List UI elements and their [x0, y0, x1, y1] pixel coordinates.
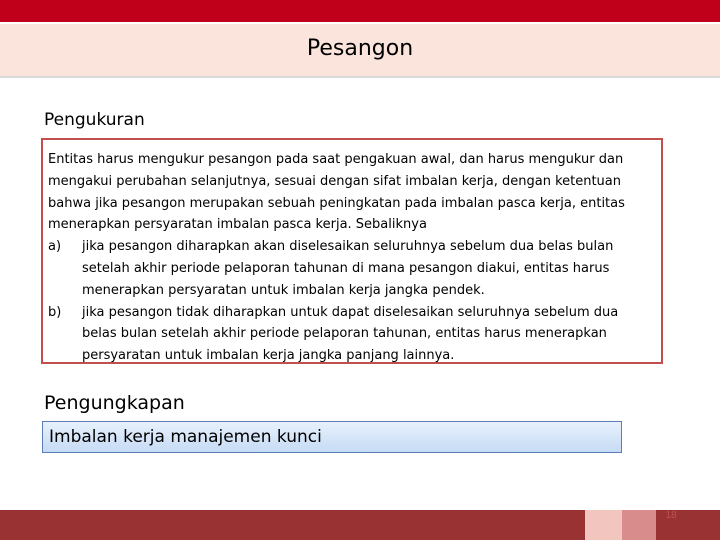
section-heading-pengukuran: Pengukuran [44, 110, 145, 130]
list-marker: a) [48, 239, 62, 255]
pengukuran-text-box [41, 138, 663, 364]
pengukuran-intro: Entitas harus mengukur pesangon pada saat pengakuan awal, dan harus mengukur dan mengakui perubahan selanjutnya, sesuai dengan sifat imbalan kerja, dengan ketentuan bahwa jika pesangon merupakan sebuah peningkatan pada imbalan pasca kerja, entitas menerapkan persyaratan imbalan pasca kerja. Sebaliknya [48, 152, 625, 233]
list-item [48, 302, 655, 367]
list-marker: b) [48, 304, 62, 320]
list-item-text: jika pesangon diharapkan akan diselesaikan seluruhnya sebelum dua belas bulan setelah akhir periode pelaporan tahunan di mana pesangon diakui, entitas harus menerapkan persyaratan untuk imbalan kerja jangka pendek. [82, 239, 614, 298]
bottom-bar-segment [622, 510, 656, 540]
list-item [48, 236, 655, 301]
title-band [0, 24, 720, 78]
slide-title: Pesangon [306, 36, 414, 61]
bottom-bar [0, 510, 720, 540]
list-item-text: jika pesangon tidak diharapkan untuk dapat diselesaikan seluruhnya sebelum dua belas bulan setelah akhir periode pelaporan tahunan, entitas harus menerapkan persyaratan untuk imbalan kerja jangka panjang lainnya. [82, 304, 619, 364]
bottom-bar-segment [585, 510, 622, 540]
top-accent-bar [0, 0, 720, 22]
bottom-bar-segment [0, 510, 585, 540]
page-number: 18 [665, 510, 677, 521]
section-heading-pengungkapan: Pengungkapan [44, 392, 185, 414]
pengungkapan-item-box: Imbalan kerja manajemen kunci [42, 421, 622, 453]
